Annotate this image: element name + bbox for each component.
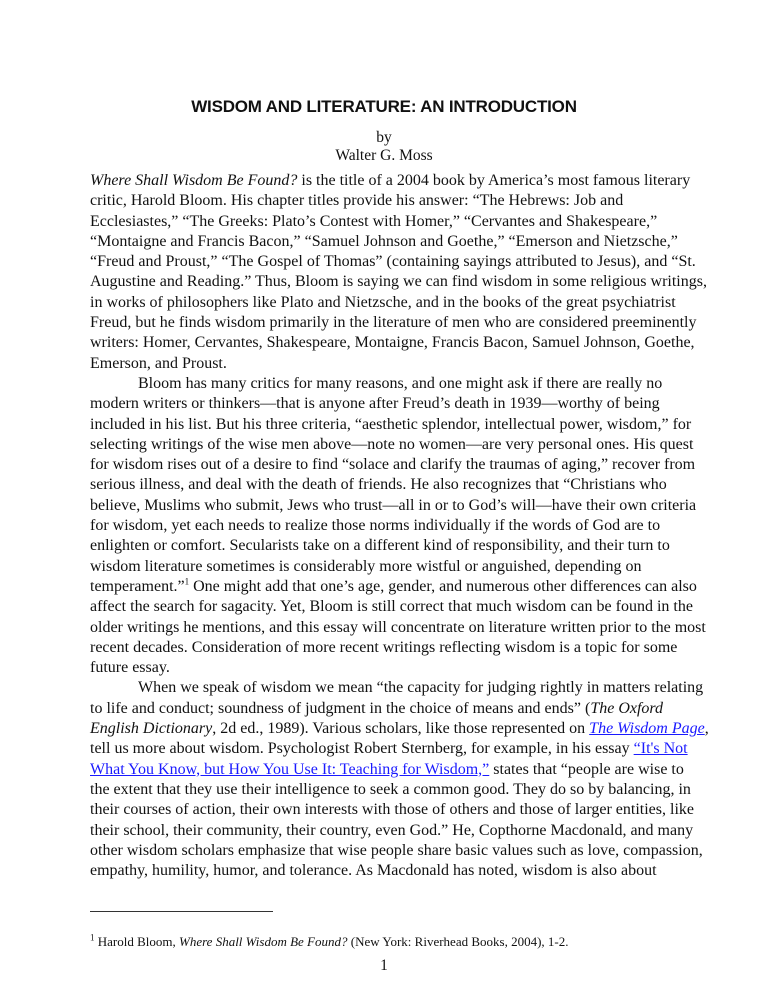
text-line: the extent that they use their intelligence to seek a common good. They do so by balancing, in (90, 780, 691, 798)
text-span: tell us more about wisdom. Psychologist Robert Sternberg, for example, in his essay (90, 740, 634, 758)
text-line: their school, their community, their country, even God.” He, Copthorne Macdonald, and many (90, 821, 694, 839)
text-line: for wisdom rises out of a desire to find “solace and clarify the traumas of aging,” recover from (90, 456, 696, 474)
document-title: WISDOM AND LITERATURE: AN INTRODUCTION (191, 97, 577, 116)
text-line: Emerson, and Proust. (90, 354, 227, 372)
text-span: One might add that one’s age, gender, and numerous other differences can also (189, 577, 697, 595)
text-line: “Montaigne and Francis Bacon,” “Samuel Johnson and Goethe,” “Emerson and Nietzsche,” (90, 232, 678, 250)
text-line: writers: Homer, Cervantes, Shakespeare, Montaigne, Francis Bacon, Samuel Johnson, Goethe, (90, 334, 695, 352)
document-body (90, 171, 710, 881)
book-title: Where Shall Wisdom Be Found? (90, 172, 298, 189)
text-line: future essay. (90, 659, 170, 677)
italic-title: English Dictionary (90, 720, 213, 738)
text-line: serious illness, and deal with the death of friends. He also recognizes that “Christians who (90, 476, 667, 494)
text-line (90, 739, 710, 759)
text-line: their courses of action, their own interests with those of others and those of larger entities, like (90, 801, 694, 819)
text-line: other wisdom scholars emphasize that wise people share basic values such as love, compassion, (90, 841, 703, 859)
byline-by: by (376, 129, 392, 146)
page-number: 1 (380, 957, 388, 974)
footnote-separator (90, 911, 273, 912)
book-title: Where Shall Wisdom Be Found? (179, 934, 348, 949)
text-line: Ecclesiastes,” “The Greeks: Plato’s Contest with Homer,” “Cervantes and Shakespeare,” (90, 212, 658, 230)
text-line (90, 171, 710, 191)
paragraph-2 (90, 374, 710, 678)
text-line: modern writers or thinkers—that is anyone after Freud’s death in 1939—worthy of being (90, 395, 660, 413)
text-span: , (704, 720, 709, 738)
text-line: Freud, but he finds wisdom primarily in the literature of men who are considered preeminently (90, 314, 697, 332)
text-line: selecting writings of the wise men above—note no women—are very personal ones. His quest (90, 435, 694, 453)
text-line (90, 699, 710, 719)
text-line: When we speak of wisdom we mean “the capacity for judging rightly in matters relating (138, 679, 704, 697)
text-span: to life and conduct; soundness of judgment in the choice of means and ends” ( (90, 699, 591, 717)
text-line (90, 577, 710, 597)
text-line: affect the search for sagacity. Yet, Bloom is still correct that much wisdom can be found in the (90, 598, 693, 616)
text-line: Augustine and Reading.” Thus, Bloom is saying we can find wisdom in some religious writings, (90, 273, 707, 291)
text-line: wisdom literature sometimes is considerably more wistful or anguished, depending on (90, 557, 642, 575)
text-span: (New York: Riverhead Books, 2004), 1-2. (347, 934, 569, 949)
text-span: states that “people are wise to (489, 760, 684, 778)
footnote-ref[interactable]: 1 (184, 576, 190, 587)
text-line: recent decades. Consideration of more recent writings reflecting wisdom is a topic for some (90, 638, 678, 656)
text-line: believe, Muslims who submit, Jews who trust—all in or to God’s will—have their own criteria (90, 496, 697, 514)
text-span: temperament.” (90, 577, 185, 595)
text-line: in works of philosophers like Plato and Nietzsche, and in the books of the great psychiatrist (90, 293, 676, 311)
footnote-number: 1 (90, 932, 95, 943)
text-span: is the title of a 2004 book by America’s most famous literary (297, 172, 691, 189)
paragraph-1 (90, 171, 710, 374)
sternberg-essay-link[interactable]: What You Know, but How You Use It: Teaching for Wisdom,” (90, 760, 490, 778)
footnote (90, 934, 568, 950)
text-line (90, 719, 710, 739)
text-line: older writings he mentions, and this essay will concentrate on literature written prior to the most (90, 618, 706, 636)
text-span: , 2d ed., 1989). Various scholars, like those represented on (212, 720, 590, 738)
link-text: The Wisdom Page (589, 720, 705, 738)
author-name: Walter G. Moss (335, 147, 433, 164)
text-line: for wisdom, yet each needs to realize those norms individually if the words of God are to (90, 517, 661, 535)
text-line: empathy, humility, humor, and tolerance. As Macdonald has noted, wisdom is also about (90, 862, 657, 880)
text-span: Harold Bloom, (94, 934, 179, 949)
text-line: critic, Harold Bloom. His chapter titles provide his answer: “The Hebrews: Job and (90, 192, 624, 210)
text-line: Bloom has many critics for many reasons, and one might ask if there are really no (138, 374, 663, 392)
wisdom-page-link[interactable] (589, 720, 705, 737)
text-line (90, 760, 710, 780)
text-line: included in his list. But his three criteria, “aesthetic splendor, intellectual power, wisdom,” for (90, 415, 692, 433)
text-line: “Freud and Proust,” “The Gospel of Thomas” (containing sayings attributed to Jesus), and “St. (90, 253, 696, 271)
paragraph-3 (90, 678, 710, 881)
text-line: enlighten or comfort. Secularists take on a different kind of responsibility, and their turn to (90, 537, 670, 555)
sternberg-essay-link[interactable]: “It's Not (633, 740, 688, 758)
byline (0, 129, 768, 165)
italic-title: The Oxford (590, 699, 664, 717)
